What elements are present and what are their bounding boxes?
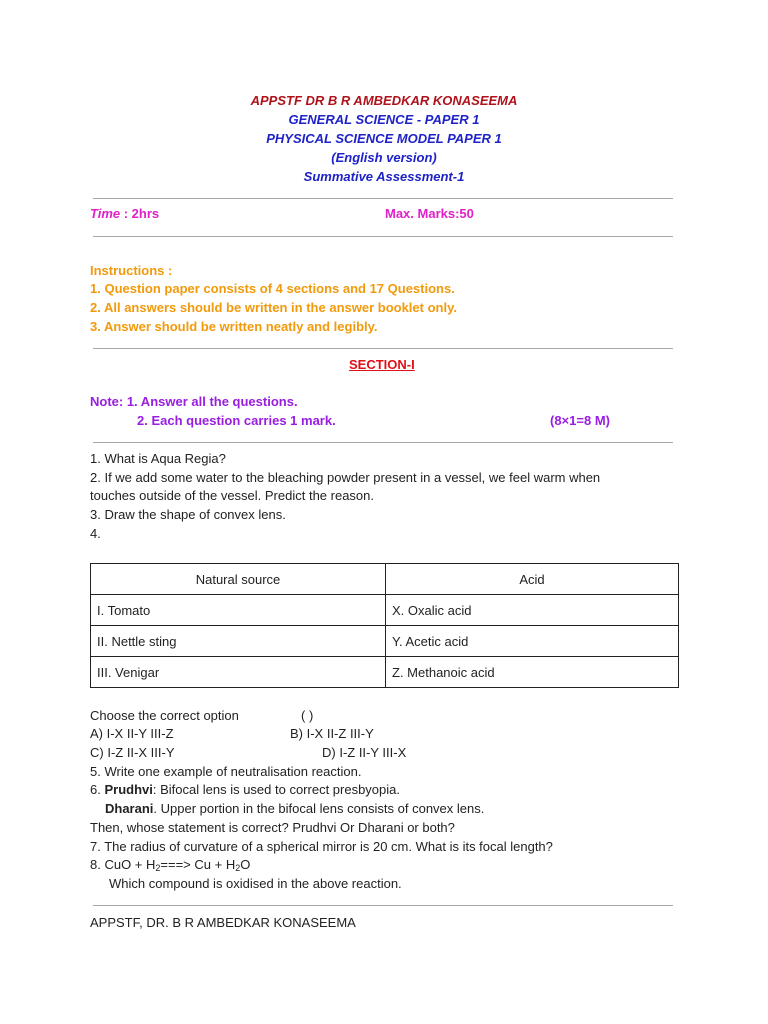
time-value: : 2hrs (120, 206, 160, 221)
table-cell: Z. Methanoic acid (386, 657, 679, 688)
table-cell: Y. Acetic acid (386, 626, 679, 657)
table-row (91, 657, 679, 688)
org-title: APPSTF DR B R AMBEDKAR KONASEEMA (250, 93, 518, 108)
question-4: 4. (90, 526, 101, 541)
match-table (90, 563, 679, 688)
table-header-acid: Acid (386, 564, 679, 595)
answer-parentheses: ( ) (301, 708, 314, 723)
subscript: 2 (155, 863, 161, 873)
option-a: A) I-X II-Y III-Z (90, 726, 174, 741)
question-6-line-3: Then, whose statement is correct? Prudhvi Or Dharani or both? (90, 820, 455, 835)
question-6-prefix: 6. (90, 782, 105, 797)
table-header-natural-source: Natural source (91, 564, 386, 595)
time-label: Time (90, 206, 121, 221)
version-label: (English version) (331, 150, 437, 165)
name-prudhvi: Prudhvi (104, 782, 153, 797)
subject-title: GENERAL SCIENCE - PAPER 1 (288, 112, 480, 127)
table-row (91, 626, 679, 657)
option-c: C) I-Z II-X III-Y (90, 745, 175, 760)
option-b: B) I-X II-Z III-Y (290, 726, 374, 741)
option-d: D) I-Z II-Y III-X (322, 745, 407, 760)
divider (93, 905, 673, 906)
choose-option-label: Choose the correct option (90, 708, 239, 723)
assessment-label: Summative Assessment-1 (303, 169, 465, 184)
table-cell: II. Nettle sting (91, 626, 386, 657)
table-cell: I. Tomato (91, 595, 386, 626)
question-6-line-1 (90, 782, 400, 797)
question-2-line-2: touches outside of the vessel. Predict the reason. (90, 488, 375, 503)
table-cell: X. Oxalic acid (386, 595, 679, 626)
question-7: 7. The radius of curvature of a spherical mirror is 20 cm. What is its focal length? (90, 839, 553, 854)
question-1: 1. What is Aqua Regia? (90, 451, 226, 466)
question-6-statement-1: : Bifocal lens is used to correct presbyopia. (152, 782, 400, 797)
divider (93, 442, 673, 443)
note-line-2: 2. Each question carries 1 mark. (137, 413, 336, 428)
section-title: SECTION-I (349, 357, 415, 372)
instruction-item: 2. All answers should be written in the answer booklet only. (90, 300, 457, 315)
divider (93, 348, 673, 349)
instructions-title: Instructions : (90, 263, 173, 278)
subscript: 2 (235, 863, 241, 873)
question-6-statement-2: . Upper portion in the bifocal lens consists of convex lens. (153, 801, 485, 816)
equation-part: O (240, 857, 251, 872)
section-marks: (8×1=8 M) (550, 413, 610, 428)
name-dharani: Dharani (105, 801, 154, 816)
table-cell: III. Venigar (91, 657, 386, 688)
question-2-line-1: 2. If we add some water to the bleaching powder present in a vessel, we feel warm when (90, 470, 601, 485)
table-row (91, 595, 679, 626)
instruction-item: 3. Answer should be written neatly and legibly. (90, 319, 378, 334)
table-header-row (91, 564, 679, 595)
question-8-equation (90, 857, 250, 872)
paper-title: PHYSICAL SCIENCE MODEL PAPER 1 (266, 131, 502, 146)
divider (93, 198, 673, 199)
question-5: 5. Write one example of neutralisation reaction. (90, 764, 362, 779)
instruction-item: 1. Question paper consists of 4 sections and 17 Questions. (90, 281, 455, 296)
time-info (90, 206, 159, 221)
equation-part: ===> Cu + H (160, 857, 236, 872)
equation-part: 8. CuO + H (90, 857, 156, 872)
footer-text: APPSTF, DR. B R AMBEDKAR KONASEEMA (90, 915, 356, 930)
question-6-line-2 (105, 801, 484, 816)
question-8-line-2: Which compound is oxidised in the above reaction. (109, 876, 402, 891)
max-marks: Max. Marks:50 (385, 206, 474, 221)
note-line-1: Note: 1. Answer all the questions. (90, 394, 298, 409)
divider (93, 236, 673, 237)
question-3: 3. Draw the shape of convex lens. (90, 507, 286, 522)
